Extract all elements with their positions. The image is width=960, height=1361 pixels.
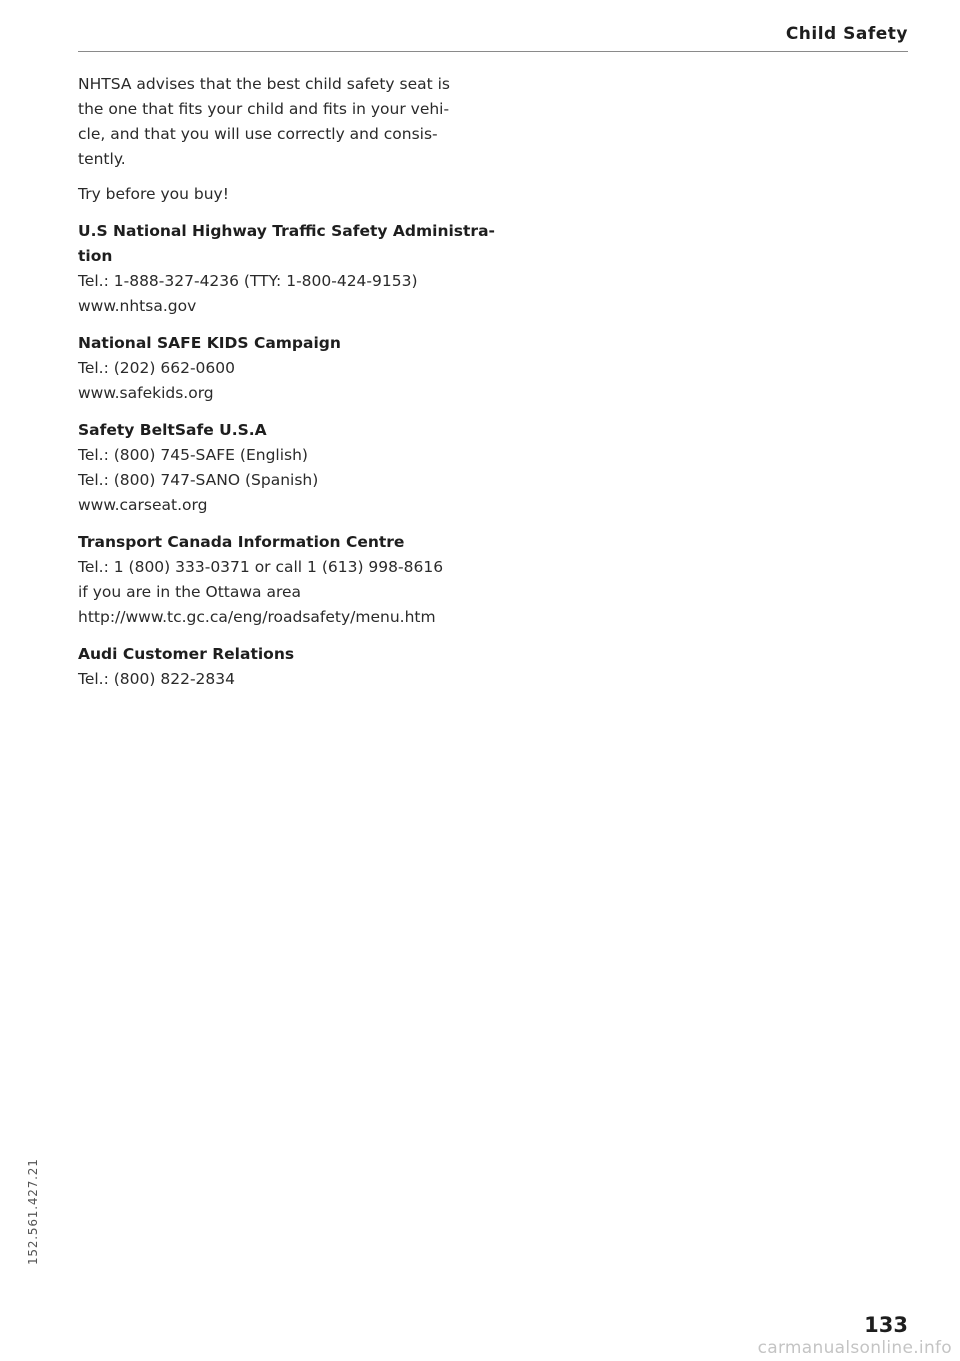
org-note: if you are in the Ottawa area [78, 583, 302, 601]
org-title: Safety BeltSafe U.S.A [78, 421, 267, 439]
intro-line: NHTSA advises that the best child safety seat is [78, 75, 450, 93]
org-title: Transport Canada Information Centre [78, 533, 405, 551]
page-number: 133 [864, 1313, 908, 1337]
org-phone: Tel.: (800) 745-SAFE (English) [78, 446, 308, 464]
intro-line: tently. [78, 150, 126, 168]
org-safety-beltsafe [78, 418, 498, 518]
section-title: Child Safety [785, 24, 908, 44]
org-safe-kids [78, 331, 498, 406]
org-title: National SAFE KIDS Campaign [78, 334, 341, 352]
org-website: www.safekids.org [78, 384, 214, 402]
header-divider [78, 51, 908, 52]
org-audi-customer-relations [78, 642, 498, 692]
org-website: www.nhtsa.gov [78, 297, 197, 315]
org-title: U.S National Highway Traffic Safety Administra- [78, 222, 495, 240]
watermark: carmanualsonline.info [757, 1338, 952, 1358]
page-content [78, 60, 498, 692]
org-phone: Tel.: (202) 662-0600 [78, 359, 235, 377]
org-website: http://www.tc.gc.ca/eng/roadsafety/menu.htm [78, 608, 436, 626]
org-phone: Tel.: (800) 822-2834 [78, 670, 235, 688]
org-nhtsa [78, 219, 498, 319]
org-phone: Tel.: 1-888-327-4236 (TTY: 1-800-424-9153) [78, 272, 418, 290]
intro-paragraph [78, 72, 498, 172]
document-code: 152.561.427.21 [26, 1158, 40, 1265]
try-line: Try before you buy! [78, 185, 229, 203]
intro-line: the one that fits your child and fits in your vehi- [78, 100, 450, 118]
org-title: tion [78, 247, 113, 265]
org-title: Audi Customer Relations [78, 645, 295, 663]
org-phone: Tel.: 1 (800) 333-0371 or call 1 (613) 998-8616 [78, 558, 444, 576]
try-before-buy-text [78, 182, 498, 207]
org-transport-canada [78, 530, 498, 630]
intro-line: cle, and that you will use correctly and consis- [78, 125, 438, 143]
org-phone: Tel.: (800) 747-SANO (Spanish) [78, 471, 319, 489]
org-website: www.carseat.org [78, 496, 208, 514]
